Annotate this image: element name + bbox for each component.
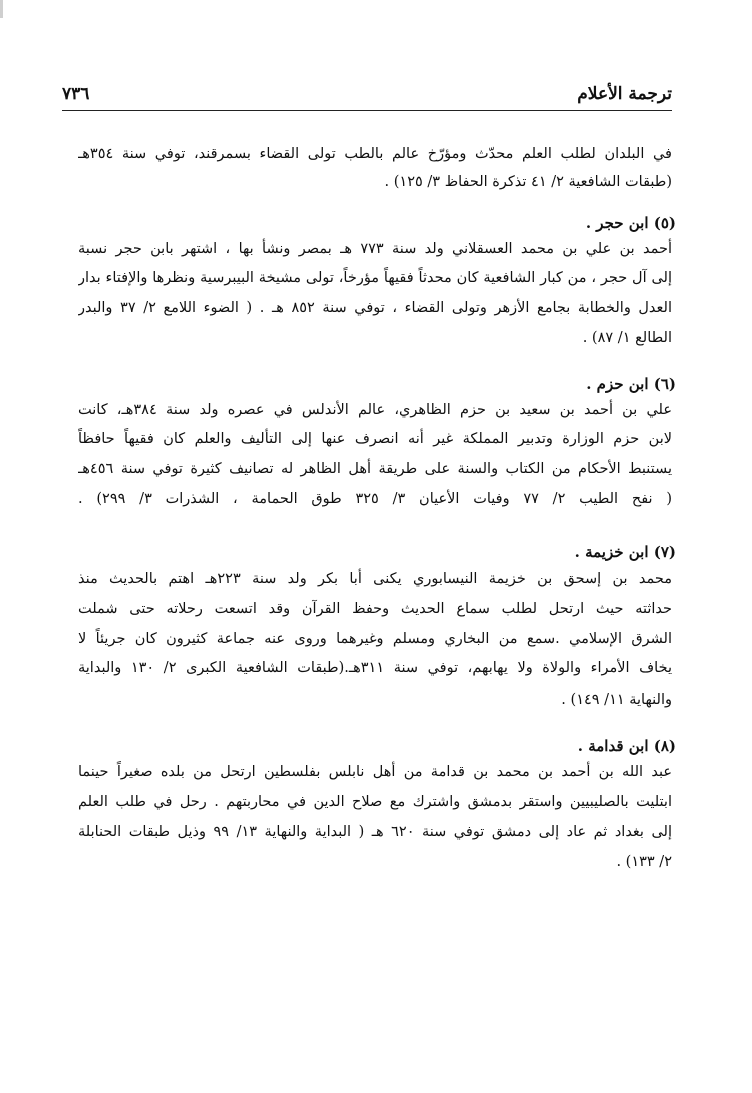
entry-heading: (٥) ابن حجر . (585, 214, 676, 232)
text-line: عبد الله بن أحمد بن محمد بن قدامة من أهل نابلس بفلسطين ارتحل من بلده صغيراً حينما (78, 764, 672, 780)
text-line: والنهاية ١١/ ١٤٩) . (561, 692, 672, 708)
text-line: ٢/ ١٣٣) . (616, 854, 672, 870)
text-line: إلى آل حجر ، من كبار الشافعية كان محدثاً فقيهاً مؤرخاً، تولى مشيخة البيبرسية ونظرها والإفتاء بدار (78, 270, 672, 286)
entry-heading: (٨) ابن قدامة . (577, 737, 676, 755)
header-rule (62, 110, 672, 111)
text-line: (طبقات الشافعية ٢/ ٤١ تذكرة الحفاظ ٣/ ١٢٥) . (384, 174, 672, 190)
page-header (62, 80, 672, 108)
text-line: حداثته حيث ارتحل لطلب سماع الحديث وحفظ القرآن وقد اتسعت رحلاته حتى شملت (78, 601, 672, 617)
entry-heading: (٦) ابن حزم . (586, 375, 676, 393)
text-line: في البلدان لطلب العلم محدّث ومؤرّخ عالم بالطب تولى القضاء بسمرقند، توفي سنة ٣٥٤هـ (78, 146, 672, 162)
text-line: محمد بن إسحق بن خزيمة النيسابوري يكنى أبا بكر ولد سنة ٢٢٣هـ اهتم بالحديث منذ (78, 571, 672, 587)
text-line: ( نفح الطيب ٢/ ٧٧ وفيات الأعيان ٣/ ٣٢٥ طوق الحمامة ، الشذرات ٣/ ٢٩٩) . (78, 491, 672, 507)
scan-edge-mark (0, 0, 3, 18)
text-line: العدل والخطابة بجامع الأزهر وتولى القضاء ، توفي سنة ٨٥٢ هـ . ( الضوء اللامع ٢/ ٣٧ والبدر (78, 300, 672, 316)
text-line: لابن حزم الوزارة وتدبير المملكة غير أنه انصرف عنها إلى التأليف والعلم كان فقيهاً حافظاً (78, 431, 672, 447)
text-line: الطالع ١/ ٨٧) . (582, 330, 672, 346)
entry-heading: (٧) ابن خزيمة . (574, 543, 676, 561)
text-line: يستنبط الأحكام من الكتاب والسنة على طريقة أهل الظاهر له تصانيف كثيرة توفي سنة ٤٥٦هـ (78, 461, 672, 477)
text-line: إلى بغداد ثم عاد إلى دمشق توفي سنة ٦٢٠ هـ ( البداية والنهاية ١٣/ ٩٩ وذيل طبقات الحنابلة (78, 824, 672, 840)
text-line: الشرق الإسلامي .سمع من البخاري ومسلم وغيرهما وروى عنه جماعة كثيرون كان جريئاً لا (78, 631, 672, 647)
text-line: علي بن أحمد بن سعيد بن حزم الظاهري، عالم الأندلس في عصره ولد سنة ٣٨٤هـ، كانت (78, 402, 672, 418)
text-line: أحمد بن علي بن محمد العسقلاني ولد سنة ٧٧٣ هـ بمصر ونشأ بها ، اشتهر بابن حجر نسبة (78, 241, 672, 257)
running-title: ترجمة الأعلام (577, 84, 672, 104)
page-number: ٧٣٦ (62, 84, 90, 104)
text-line: يخاف الأمراء والولاة ولا يهابهم، توفي سنة ٣١١هـ.(طبقات الشافعية الكبرى ٢/ ١٣٠ والبداية (78, 660, 672, 676)
text-line: ابتليت بالصليبيين واستقر بدمشق واشترك مع صلاح الدين في محاربتهم . رحل في طلب العلم (78, 794, 672, 810)
